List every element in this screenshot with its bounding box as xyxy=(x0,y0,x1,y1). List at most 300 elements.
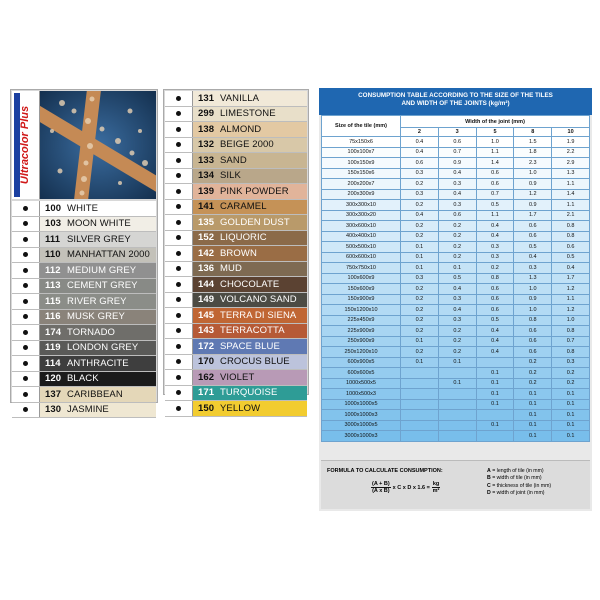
color-swatch xyxy=(40,201,156,216)
consumption-value: 0.6 xyxy=(438,210,476,221)
swatch-code: 150 xyxy=(198,402,215,414)
consumption-value xyxy=(438,399,476,410)
consumption-value: 2.2 xyxy=(552,147,590,158)
swatch-name: CARAMEL xyxy=(220,201,267,213)
bullet-icon xyxy=(176,111,181,116)
swatch-row xyxy=(12,263,156,279)
table-row xyxy=(322,231,590,242)
swatch-name: MUD xyxy=(220,263,242,275)
legend-line xyxy=(487,475,551,482)
bullet-icon xyxy=(23,314,28,319)
bullet-icon xyxy=(23,221,28,226)
consumption-value: 0.2 xyxy=(514,378,552,389)
consumption-value: 1.8 xyxy=(514,147,552,158)
consumption-value xyxy=(401,420,439,431)
tile-size-cell: 250x900x9 xyxy=(322,336,401,347)
joint-width-value: 5 xyxy=(476,128,514,137)
color-swatch xyxy=(193,339,307,354)
consumption-value: 0.1 xyxy=(514,389,552,400)
swatch-row xyxy=(165,308,307,324)
swatch-name: BEIGE 2000 xyxy=(220,139,274,151)
brand-banner xyxy=(12,91,40,199)
consumption-value: 1.1 xyxy=(476,147,514,158)
swatch-code: 132 xyxy=(198,139,215,151)
swatch-name: TERRACOTTA xyxy=(220,325,285,337)
swatch-name: TERRA DI SIENA xyxy=(220,309,297,321)
consumption-value: 0.1 xyxy=(476,389,514,400)
swatch-row xyxy=(12,232,156,248)
tile-joint-illustration xyxy=(40,91,156,199)
consumption-value: 1.2 xyxy=(514,189,552,200)
brand-logo: Ultracolor Plus xyxy=(19,105,32,185)
tile-size-cell: 100x600x9 xyxy=(322,273,401,284)
legend-text: = length of tile (in mm) xyxy=(490,468,544,474)
consumption-value: 0.5 xyxy=(514,242,552,253)
table-title xyxy=(319,88,592,115)
swatch-code: 145 xyxy=(198,309,215,321)
tile-size-cell: 300x300x10 xyxy=(322,200,401,211)
consumption-value: 0.4 xyxy=(514,252,552,263)
table-row xyxy=(322,168,590,179)
consumption-value: 0.6 xyxy=(438,137,476,148)
formula-fraction xyxy=(371,481,391,494)
consumption-value: 0.2 xyxy=(476,263,514,274)
consumption-value: 1.5 xyxy=(514,137,552,148)
table-row xyxy=(322,221,590,232)
swatch-dot-cell xyxy=(12,232,40,247)
swatch-code: 171 xyxy=(198,387,215,399)
table-row xyxy=(322,305,590,316)
color-chart-left xyxy=(10,89,158,416)
swatch-dot-cell xyxy=(165,277,193,292)
legend-key: A xyxy=(487,468,491,474)
legend-key: B xyxy=(487,475,491,482)
tile-size-cell: 100x100x7 xyxy=(322,147,401,158)
bullet-icon xyxy=(176,313,181,318)
tile-size-cell: 150x150x6 xyxy=(322,168,401,179)
consumption-value: 0.2 xyxy=(401,179,439,190)
consumption-value: 0.2 xyxy=(514,368,552,379)
swatch-row xyxy=(165,324,307,340)
consumption-value: 0.8 xyxy=(552,326,590,337)
swatch-name: VANILLA xyxy=(220,92,260,104)
consumption-value: 0.1 xyxy=(438,263,476,274)
bullet-icon xyxy=(176,127,181,132)
swatch-code: 138 xyxy=(198,123,215,135)
swatch-list-left xyxy=(12,201,156,418)
swatch-code: 170 xyxy=(198,356,215,368)
consumption-value: 0.1 xyxy=(438,357,476,368)
swatch-dot-cell xyxy=(165,355,193,370)
swatch-dot-cell xyxy=(165,200,193,215)
swatch-name: TURQUOISE xyxy=(220,387,278,399)
swatch-name: TORNADO xyxy=(67,326,116,338)
color-swatch xyxy=(40,310,156,325)
swatch-code: 110 xyxy=(45,249,61,261)
swatch-row xyxy=(12,387,156,403)
formula-numerator: (A + B) xyxy=(372,481,390,487)
consumption-value: 1.0 xyxy=(514,284,552,295)
consumption-value: 0.3 xyxy=(438,294,476,305)
swatch-name: VIOLET xyxy=(220,371,255,383)
legend-line xyxy=(487,468,551,475)
bullet-icon xyxy=(176,359,181,364)
bullet-icon xyxy=(176,266,181,271)
consumption-value: 0.1 xyxy=(401,357,439,368)
swatch-code: 141 xyxy=(198,201,215,213)
swatch-dot-cell xyxy=(165,401,193,416)
legend-text: = width of joint (in mm) xyxy=(490,489,545,496)
consumption-value: 1.0 xyxy=(514,305,552,316)
consumption-value: 0.1 xyxy=(401,263,439,274)
bullet-icon xyxy=(23,283,28,288)
consumption-value: 0.4 xyxy=(401,137,439,148)
swatch-code: 172 xyxy=(198,340,215,352)
swatch-dot-cell xyxy=(165,262,193,277)
consumption-value: 0.6 xyxy=(476,179,514,190)
color-swatch xyxy=(193,308,307,323)
swatch-dot-cell xyxy=(12,372,40,387)
consumption-value: 0.2 xyxy=(438,242,476,253)
consumption-value: 0.1 xyxy=(552,431,590,442)
tile-size-cell: 250x1200x10 xyxy=(322,347,401,358)
swatch-row xyxy=(12,248,156,264)
swatch-code: 142 xyxy=(198,247,215,259)
swatch-dot-cell xyxy=(12,403,40,418)
swatch-dot-cell xyxy=(165,107,193,122)
swatch-code: 174 xyxy=(45,326,62,338)
color-swatch xyxy=(193,355,307,370)
tile-size-cell: 600x600x5 xyxy=(322,368,401,379)
consumption-value: 0.4 xyxy=(476,347,514,358)
consumption-value: 0.4 xyxy=(438,189,476,200)
swatch-row xyxy=(12,217,156,233)
swatch-code: 137 xyxy=(45,388,62,400)
swatch-dot-cell xyxy=(165,339,193,354)
table-row xyxy=(322,137,590,148)
consumption-table-panel xyxy=(319,88,592,511)
swatch-name: GOLDEN DUST xyxy=(220,216,290,228)
consumption-value: 0.7 xyxy=(552,336,590,347)
bullet-icon xyxy=(23,237,28,242)
tile-size-cell: 600x600x10 xyxy=(322,252,401,263)
bullet-icon xyxy=(176,235,181,240)
table-row xyxy=(322,347,590,358)
consumption-value: 1.0 xyxy=(514,168,552,179)
swatch-dot-cell xyxy=(165,215,193,230)
color-swatch xyxy=(40,356,156,371)
legend-line xyxy=(487,490,551,497)
swatch-dot-cell xyxy=(12,341,40,356)
bullet-icon xyxy=(176,173,181,178)
consumption-value: 0.2 xyxy=(401,326,439,337)
table-row xyxy=(322,263,590,274)
color-swatch xyxy=(193,107,307,122)
bullet-icon xyxy=(23,392,28,397)
formula-unit-num: kg xyxy=(432,481,440,487)
color-swatch xyxy=(40,279,156,294)
color-swatch xyxy=(40,341,156,356)
formula-unit-den: m² xyxy=(432,488,440,494)
color-swatch xyxy=(40,325,156,340)
swatch-row xyxy=(165,339,307,355)
table-header-row xyxy=(322,116,590,128)
swatch-code: 135 xyxy=(198,216,215,228)
consumption-value: 0.5 xyxy=(552,252,590,263)
table-title-line2: AND WIDTH OF THE JOINTS (kg/m²) xyxy=(401,100,510,107)
formula-equation xyxy=(369,481,442,494)
swatch-name: JASMINE xyxy=(67,404,109,416)
consumption-value: 0.9 xyxy=(514,179,552,190)
swatch-name: CHOCOLATE xyxy=(220,278,280,290)
color-swatch xyxy=(40,232,156,247)
consumption-value: 0.4 xyxy=(552,263,590,274)
consumption-value xyxy=(401,410,439,421)
legend-key: D xyxy=(487,489,491,496)
swatch-dot-cell xyxy=(165,370,193,385)
swatch-row xyxy=(165,153,307,169)
consumption-value: 2.1 xyxy=(552,210,590,221)
consumption-value: 0.9 xyxy=(514,200,552,211)
bullet-icon xyxy=(176,297,181,302)
legend-key: C xyxy=(487,482,491,489)
consumption-value: 0.8 xyxy=(552,221,590,232)
consumption-value: 1.3 xyxy=(552,168,590,179)
tile-size-cell: 1000x1000x5 xyxy=(322,399,401,410)
consumption-value xyxy=(438,420,476,431)
swatch-dot-cell xyxy=(165,91,193,106)
color-swatch xyxy=(193,122,307,137)
swatch-name: MOON WHITE xyxy=(67,218,131,230)
swatch-dot-cell xyxy=(12,294,40,309)
color-swatch xyxy=(40,294,156,309)
consumption-value: 0.2 xyxy=(438,347,476,358)
consumption-value: 1.1 xyxy=(552,200,590,211)
consumption-value: 0.3 xyxy=(401,189,439,200)
swatch-row xyxy=(165,91,307,107)
table-row xyxy=(322,200,590,211)
swatch-row xyxy=(165,246,307,262)
table-row xyxy=(322,378,590,389)
swatch-name: SILK xyxy=(220,170,241,182)
swatch-code: 115 xyxy=(45,295,61,307)
consumption-value: 0.3 xyxy=(552,357,590,368)
swatch-row xyxy=(12,201,156,217)
consumption-value: 0.4 xyxy=(476,336,514,347)
swatch-code: 299 xyxy=(198,108,215,120)
swatch-code: 130 xyxy=(45,404,62,416)
consumption-value: 0.1 xyxy=(514,399,552,410)
consumption-value: 0.1 xyxy=(514,410,552,421)
consumption-value: 0.6 xyxy=(514,231,552,242)
consumption-value: 1.1 xyxy=(552,179,590,190)
joint-width-value: 10 xyxy=(552,128,590,137)
color-swatch xyxy=(193,200,307,215)
swatch-dot-cell xyxy=(165,138,193,153)
swatch-dot-cell xyxy=(12,356,40,371)
table-row xyxy=(322,210,590,221)
consumption-value: 0.4 xyxy=(401,147,439,158)
joint-width-value: 3 xyxy=(438,128,476,137)
swatch-dot-cell xyxy=(165,169,193,184)
consumption-value xyxy=(476,410,514,421)
swatch-name: VOLCANO SAND xyxy=(220,294,297,306)
consumption-value: 1.2 xyxy=(552,284,590,295)
consumption-value: 0.6 xyxy=(401,158,439,169)
consumption-value: 0.1 xyxy=(401,336,439,347)
consumption-value: 0.3 xyxy=(438,315,476,326)
swatch-dot-cell xyxy=(12,263,40,278)
consumption-value xyxy=(476,357,514,368)
tile-size-cell: 1000x500x5 xyxy=(322,378,401,389)
bullet-icon xyxy=(176,96,181,101)
bullet-icon xyxy=(176,220,181,225)
swatch-dot-cell xyxy=(165,308,193,323)
swatch-row xyxy=(12,372,156,388)
swatch-row xyxy=(165,215,307,231)
consumption-value: 0.8 xyxy=(476,273,514,284)
consumption-value: 0.1 xyxy=(514,420,552,431)
consumption-value: 0.4 xyxy=(438,284,476,295)
swatch-code: 113 xyxy=(45,280,61,292)
table-row xyxy=(322,158,590,169)
bullet-icon xyxy=(23,252,28,257)
consumption-value: 1.0 xyxy=(552,315,590,326)
swatch-code: 139 xyxy=(198,185,215,197)
joint-width-value: 8 xyxy=(514,128,552,137)
consumption-value: 0.3 xyxy=(514,263,552,274)
swatch-name: LIMESTONE xyxy=(220,108,276,120)
tile-size-cell: 150x600x9 xyxy=(322,284,401,295)
color-swatch xyxy=(193,293,307,308)
swatch-row xyxy=(165,169,307,185)
size-column-header: Size of the tile (mm) xyxy=(322,116,401,137)
swatch-row xyxy=(12,341,156,357)
consumption-value xyxy=(438,368,476,379)
tile-size-cell: 400x400x10 xyxy=(322,231,401,242)
bullet-icon xyxy=(176,390,181,395)
swatch-name: RIVER GREY xyxy=(67,295,127,307)
tile-size-cell: 500x500x10 xyxy=(322,242,401,253)
color-swatch xyxy=(193,231,307,246)
table-row xyxy=(322,294,590,305)
swatch-name: CROCUS BLUE xyxy=(220,356,290,368)
tile-size-cell: 225x450x9 xyxy=(322,315,401,326)
swatch-dot-cell xyxy=(12,248,40,263)
consumption-value: 1.9 xyxy=(552,137,590,148)
consumption-value: 0.1 xyxy=(552,410,590,421)
formula-legend xyxy=(487,468,551,497)
swatch-code: 114 xyxy=(45,357,61,369)
joint-width-header: Width of the joint (mm) xyxy=(401,116,590,128)
swatch-dot-cell xyxy=(165,231,193,246)
color-swatch xyxy=(193,246,307,261)
swatch-list-right xyxy=(165,91,307,417)
swatch-code: 120 xyxy=(45,373,62,385)
bullet-icon xyxy=(176,142,181,147)
consumption-value: 0.6 xyxy=(476,284,514,295)
consumption-value: 0.3 xyxy=(476,252,514,263)
consumption-value: 0.2 xyxy=(438,252,476,263)
consumption-value: 0.3 xyxy=(401,168,439,179)
legend-text: = width of tile (in mm) xyxy=(490,475,542,482)
swatch-code: 133 xyxy=(198,154,215,166)
consumption-value xyxy=(401,399,439,410)
color-swatch xyxy=(40,403,156,418)
bullet-icon xyxy=(23,407,28,412)
tile-size-cell: 3000x1000x5 xyxy=(322,420,401,431)
consumption-value: 0.2 xyxy=(401,221,439,232)
consumption-table xyxy=(321,115,590,442)
consumption-value: 0.6 xyxy=(476,305,514,316)
tile-size-cell: 1000x1000x3 xyxy=(322,410,401,421)
swatch-name: MANHATTAN 2000 xyxy=(67,249,150,261)
formula-unit xyxy=(432,481,440,494)
swatch-name: LIQUORIC xyxy=(220,232,267,244)
swatch-row xyxy=(12,356,156,372)
swatch-dot-cell xyxy=(165,153,193,168)
table-row xyxy=(322,336,590,347)
swatch-name: SPACE BLUE xyxy=(220,340,280,352)
consumption-value: 0.6 xyxy=(476,294,514,305)
consumption-value: 0.2 xyxy=(438,326,476,337)
consumption-value: 0.8 xyxy=(552,347,590,358)
swatch-name: ALMOND xyxy=(220,123,262,135)
table-row xyxy=(322,242,590,253)
swatch-code: 116 xyxy=(45,311,61,323)
consumption-value: 0.5 xyxy=(476,200,514,211)
color-swatch xyxy=(40,387,156,402)
swatch-row xyxy=(12,294,156,310)
table-row xyxy=(322,431,590,442)
consumption-value: 0.2 xyxy=(401,231,439,242)
swatch-name: CEMENT GREY xyxy=(67,280,138,292)
table-row xyxy=(322,252,590,263)
consumption-value xyxy=(438,431,476,442)
swatch-dot-cell xyxy=(12,217,40,232)
swatch-code: 103 xyxy=(45,218,62,230)
consumption-value: 2.3 xyxy=(514,158,552,169)
color-swatch xyxy=(193,184,307,199)
bullet-icon xyxy=(176,204,181,209)
swatch-dot-cell xyxy=(12,310,40,325)
consumption-value xyxy=(401,368,439,379)
consumption-value: 0.2 xyxy=(552,378,590,389)
swatch-dot-cell xyxy=(12,279,40,294)
swatch-dot-cell xyxy=(12,201,40,216)
color-swatch xyxy=(193,262,307,277)
swatch-name: PINK POWDER xyxy=(220,185,289,197)
consumption-value: 0.4 xyxy=(401,210,439,221)
consumption-value: 1.4 xyxy=(552,189,590,200)
swatch-row xyxy=(165,262,307,278)
consumption-grid xyxy=(321,115,590,442)
color-swatch xyxy=(193,169,307,184)
table-title-line1: CONSUMPTION TABLE ACCORDING TO THE SIZE OF THE TILES xyxy=(358,92,553,99)
consumption-value: 0.1 xyxy=(514,431,552,442)
tile-size-cell: 3000x1000x3 xyxy=(322,431,401,442)
consumption-value: 0.1 xyxy=(476,399,514,410)
bullet-icon xyxy=(23,330,28,335)
consumption-value: 0.1 xyxy=(438,378,476,389)
swatch-row xyxy=(12,325,156,341)
tile-size-cell: 150x900x9 xyxy=(322,294,401,305)
consumption-value: 0.4 xyxy=(476,326,514,337)
consumption-value: 0.1 xyxy=(476,420,514,431)
swatch-code: 131 xyxy=(198,92,215,104)
consumption-value: 0.6 xyxy=(514,221,552,232)
swatch-name: MUSK GREY xyxy=(67,311,125,323)
